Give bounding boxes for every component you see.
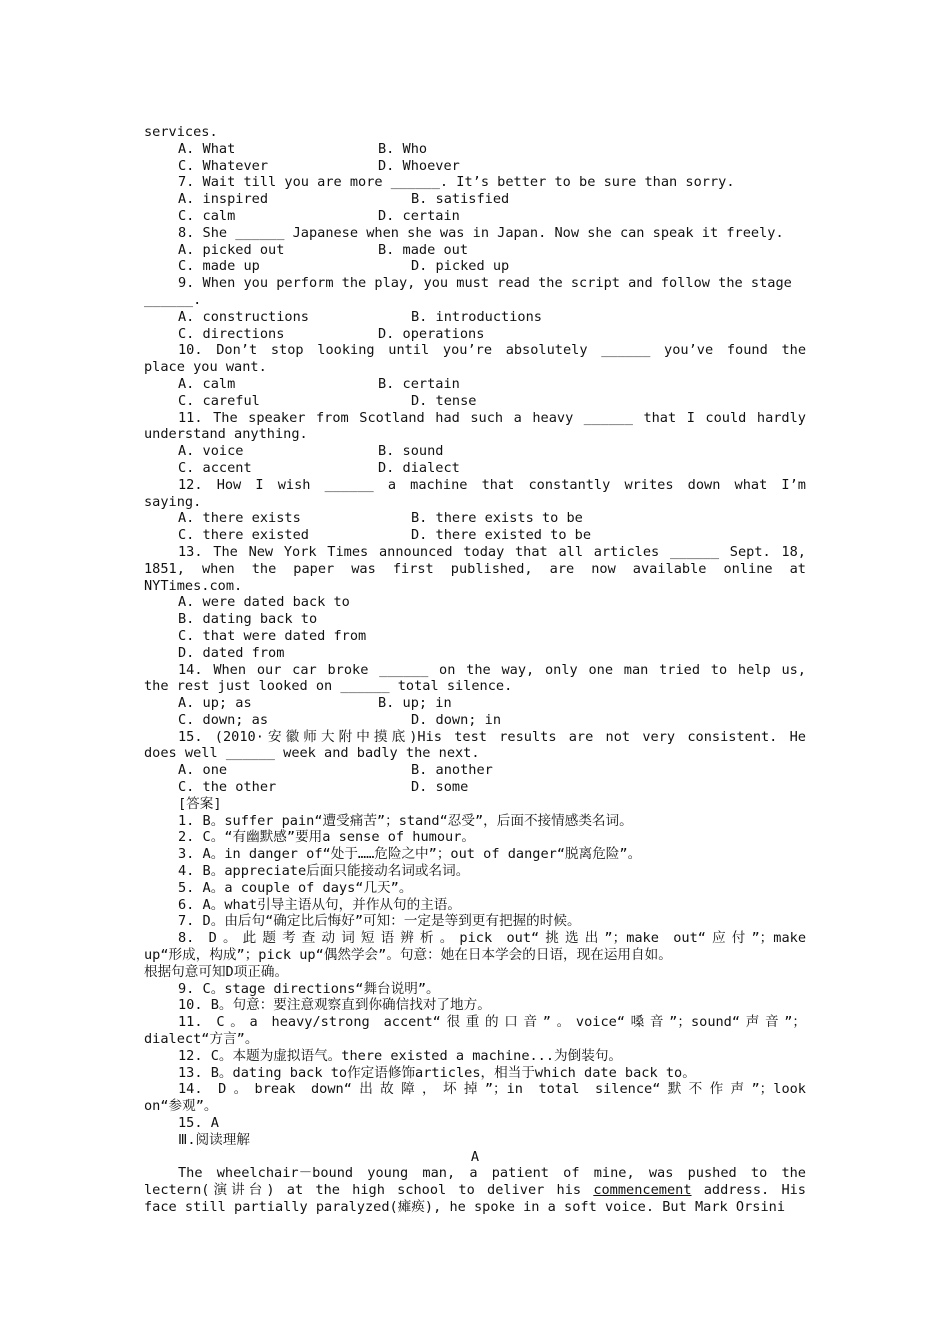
- q7-stem: 7. Wait till you are more ______. It’s better to be sure than sorry.: [178, 174, 735, 191]
- answer-1: 1. B。suffer pain“遭受痛苦”；stand“忍受”，后面不接情感类名词。: [178, 812, 633, 829]
- option-a: A. picked out: [178, 241, 285, 258]
- passage-label: A: [470, 1148, 480, 1165]
- answer-11-cont: dialect“方言”。: [144, 1031, 259, 1048]
- answer-7: 7. D。由后句“确定比后悔好”可知：一定是等到更有把握的时候。: [178, 913, 581, 930]
- option-d: D. operations: [378, 325, 485, 342]
- option-b: B. satisfied: [411, 191, 510, 208]
- answer-5: 5. A。a couple of days“几天”。: [178, 879, 413, 896]
- q6-options-row1: [144, 141, 806, 158]
- q13-option-b: B. dating back to: [178, 611, 318, 628]
- q11-stem-cont: understand anything.: [144, 426, 308, 443]
- document-page: [144, 124, 806, 1216]
- answer-14: 14. D。break down“出故障，坏掉”；in total silence“默不作声”；look: [178, 1081, 806, 1098]
- q15-stem: 15. (2010·安徽师大附中摸底)His test results are not very consistent. He: [178, 728, 806, 745]
- q10-options-row2: [144, 393, 806, 410]
- answer-12: 12. C。本题为虚拟语气。there existed a machine...为倒装句。: [178, 1047, 623, 1064]
- passage-line-2: [144, 1182, 806, 1199]
- option-b: B. Who: [378, 140, 428, 157]
- option-d: D. picked up: [411, 258, 510, 275]
- option-c: C. calm: [178, 207, 236, 224]
- option-c: C. accent: [178, 459, 252, 476]
- q15-options-row1: [144, 762, 806, 779]
- answer-2: 2. C。“有幽默感”要用a sense of humour。: [178, 829, 475, 846]
- answer-10: 10. B。句意：要注意观察直到你确信找对了地方。: [178, 997, 491, 1014]
- option-c: C. directions: [178, 325, 285, 342]
- option-d: D. dialect: [378, 459, 460, 476]
- answer-4: 4. B。appreciate后面只能接动名词或名词。: [178, 863, 470, 880]
- q9-options-row1: [144, 309, 806, 326]
- option-a: A. calm: [178, 375, 236, 392]
- q7-options-row1: [144, 191, 806, 208]
- q15-options-row2: [144, 779, 806, 796]
- answers-title: [答案]: [178, 795, 222, 812]
- option-c: C. there existed: [178, 527, 309, 544]
- option-b: B. sound: [378, 443, 444, 460]
- q14-stem: 14. When our car broke ______ on the way, only one man tried to help us,: [178, 661, 806, 678]
- option-a: A. inspired: [178, 191, 269, 208]
- q12-options-row2: [144, 527, 806, 544]
- q13-stem-cont: 1851, when the paper was first published, are now available online at: [144, 560, 806, 577]
- answer-11: 11. C。a heavy/strong accent“很重的口音”。voice“嗓音”；sound“声音”；: [178, 1014, 806, 1031]
- q13-option-d: D. dated from: [178, 644, 285, 661]
- q11-options-row1: [144, 443, 806, 460]
- answer-8-cont: up“形成，构成”；pick up“偶然学会”。句意：她在日本学会的日语，现在运用自如。: [144, 947, 672, 964]
- passage-line-3: face still partially paralyzed(瘫痪), he spoke in a soft voice. But Mark Orsini: [144, 1199, 785, 1215]
- q11-stem: 11. The speaker from Scotland had such a heavy ______ that I could hardly: [178, 409, 806, 426]
- q6-options-row2: [144, 158, 806, 175]
- option-b: B. introductions: [411, 308, 542, 325]
- passage-text: lectern(演讲台) at the high school to deliver his: [144, 1182, 594, 1199]
- q9-options-row2: [144, 326, 806, 343]
- option-a: A. voice: [178, 443, 244, 460]
- option-d: D. certain: [378, 207, 460, 224]
- q14-options-row2: [144, 712, 806, 729]
- q12-stem-cont: saying.: [144, 493, 202, 510]
- q13-stem: 13. The New York Times announced today that all articles ______ Sept. 18,: [178, 543, 806, 560]
- q9-stem: 9. When you perform the play, you must read the script and follow the stage: [178, 275, 792, 292]
- q7-options-row2: [144, 208, 806, 225]
- option-d: D. some: [411, 779, 469, 796]
- option-d: D. there existed to be: [411, 527, 592, 544]
- q13-option-c: C. that were dated from: [178, 627, 367, 644]
- answer-15: 15. A: [178, 1115, 219, 1132]
- q13-stem-cont2: NYTimes.com.: [144, 577, 243, 594]
- q15-stem-cont: does well ______ week and badly the next.: [144, 745, 480, 762]
- answer-3: 3. A。in danger of“处于……危险之中”；out of danger“脱离危险”。: [178, 846, 642, 863]
- q10-stem-cont: place you want.: [144, 359, 267, 376]
- q8-options-row2: [144, 258, 806, 275]
- option-d: D. Whoever: [378, 157, 460, 174]
- answer-9: 9. C。stage directions“舞台说明”。: [178, 980, 440, 997]
- q14-options-row1: [144, 695, 806, 712]
- option-a: A. one: [178, 762, 228, 779]
- option-c: C. made up: [178, 258, 260, 275]
- q12-stem: 12. How I wish ______ a machine that constantly writes down what I’m: [178, 476, 806, 493]
- q11-options-row2: [144, 460, 806, 477]
- option-d: D. down; in: [411, 711, 502, 728]
- option-c: C. careful: [178, 392, 260, 409]
- q13-option-a: A. were dated back to: [178, 594, 350, 611]
- option-c: C. down; as: [178, 711, 269, 728]
- option-b: B. made out: [378, 241, 469, 258]
- answer-13: 13. B。dating back to作定语修饰articles，相当于which date back to。: [178, 1064, 696, 1081]
- option-d: D. tense: [411, 392, 477, 409]
- option-b: B. there exists to be: [411, 510, 583, 527]
- answer-14-cont: on“参观”。: [144, 1098, 218, 1115]
- option-c: C. Whatever: [178, 157, 269, 174]
- q8-stem: 8. She ______ Japanese when she was in Japan. Now she can speak it freely.: [178, 224, 784, 241]
- passage-text: address. His: [691, 1182, 806, 1199]
- section-heading: Ⅲ.阅读理解: [178, 1131, 250, 1148]
- q8-options-row1: [144, 242, 806, 259]
- option-a: A. constructions: [178, 308, 309, 325]
- option-b: B. another: [411, 762, 493, 779]
- q12-options-row1: [144, 510, 806, 527]
- answer-8-cont2: 根据句意可知D项正确。: [144, 963, 289, 980]
- option-a: A. there exists: [178, 510, 301, 527]
- q14-stem-cont: the rest just looked on ______ total silence.: [144, 678, 513, 695]
- answer-6: 6. A。what引导主语从句，并作从句的主语。: [178, 896, 461, 913]
- q6-tail: services.: [144, 124, 218, 140]
- option-b: B. up; in: [378, 695, 452, 712]
- answer-8: 8. D。此题考查动词短语辨析。pick out“挑选出”；make out“应付”；make: [178, 930, 806, 947]
- q10-stem: 10. Don’t stop looking until you’re absolutely ______ you’ve found the: [178, 342, 806, 359]
- underlined-word: commencement: [593, 1182, 692, 1199]
- q9-stem-cont: ______.: [144, 291, 202, 308]
- q10-options-row1: [144, 376, 806, 393]
- option-c: C. the other: [178, 779, 277, 796]
- passage-line-1: The wheelchair－bound young man, a patient of mine, was pushed to the: [178, 1165, 806, 1182]
- option-b: B. certain: [378, 375, 460, 392]
- option-a: A. What: [178, 140, 236, 157]
- option-a: A. up; as: [178, 695, 252, 712]
